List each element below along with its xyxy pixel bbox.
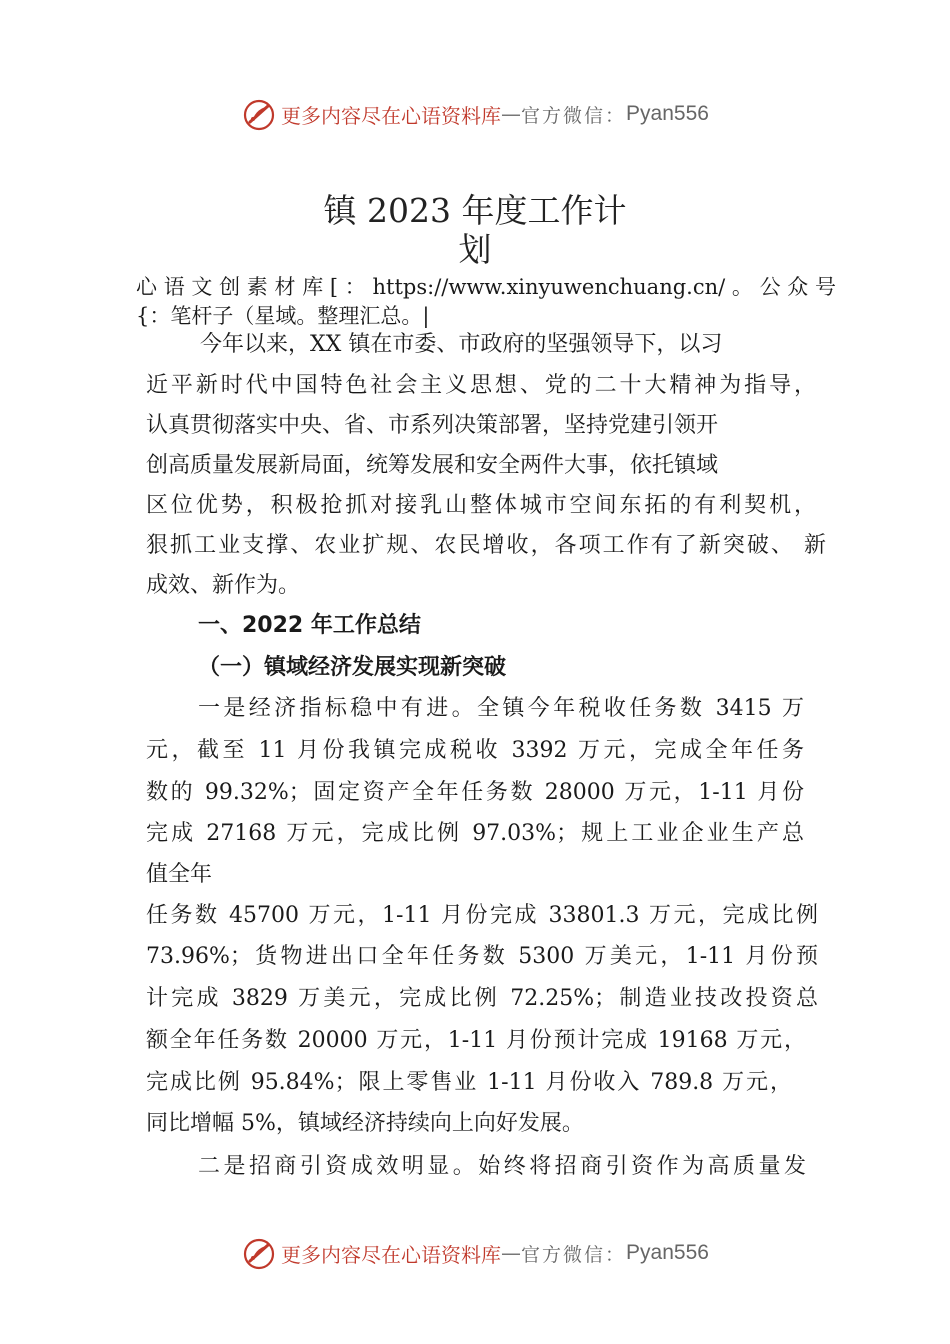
body-line: 元，截至 11 月份我镇完成税收 3392 万元，完成全年任务 — [146, 738, 804, 763]
watermark-banner-bottom — [0, 1233, 950, 1273]
banner-text: 更多内容尽在心语资料库 — [281, 103, 502, 128]
watermark-banner-top — [0, 94, 950, 134]
section-heading: 一、2022 年工作总结 — [198, 613, 421, 638]
body-line: 完成比例 95.84%；限上零售业 1-11 月份收入 789.8 万元， — [146, 1070, 792, 1095]
body-line: 近平新时代中国特色社会主义思想、党的二十大精神为指导， — [146, 373, 816, 398]
brush-logo-icon — [241, 96, 277, 132]
body-line: 数的 99.32%；固定资产全年任务数 28000 万元，1-11 月份 — [146, 780, 804, 805]
source-line-2: {：笔杆子（星域。整理汇总。| — [136, 304, 430, 328]
body-line: 二是招商引资成效明显。始终将招商引资作为高质量发 — [198, 1154, 806, 1179]
body-line: 成效、新作为。 — [146, 573, 301, 598]
body-line: 任务数 45700 万元，1-11 月份完成 33801.3 万元，完成比例 — [146, 903, 818, 928]
banner-separator: — — [501, 102, 522, 126]
body-line: 同比增幅 5%，镇域经济持续向上向好发展。 — [146, 1111, 584, 1136]
banner-wechat-id: Pyan556 — [626, 102, 709, 125]
banner-text: 更多内容尽在心语资料库 — [281, 1242, 502, 1267]
body-line: 73.96%；货物进出口全年任务数 5300 万美元，1-11 月份预 — [146, 944, 818, 969]
body-line: 一是经济指标稳中有进。全镇今年税收任务数 3415 万 — [198, 696, 804, 721]
body-line: 认真贯彻落实中央、省、市系列决策部署，坚持党建引领开 — [146, 413, 719, 438]
source-line-1: 心语文创素材库[：https://www.xinyuwenchuang.cn/。公众号 — [136, 275, 836, 299]
body-line: 值全年 — [146, 862, 213, 887]
banner-separator: — — [501, 1241, 522, 1265]
brush-logo-icon — [241, 1235, 277, 1271]
banner-label: 官方微信： — [521, 1243, 627, 1266]
body-line: 额全年任务数 20000 万元，1-11 月份预计完成 19168 万元， — [146, 1028, 806, 1053]
body-line: 完成 27168 万元，完成比例 97.03%；规上工业企业生产总 — [146, 821, 804, 846]
body-line: 狠抓工业支撑、农业扩规、农民增收，各项工作有了新突破、 新 — [146, 533, 826, 558]
document-title-line1: 镇 2023 年度工作计 — [323, 191, 627, 230]
subsection-heading: （一）镇域经济发展实现新突破 — [198, 654, 507, 680]
body-line: 创高质量发展新局面，统筹发展和安全两件大事，依托镇域 — [146, 453, 719, 478]
body-line: 区位优势，积极抢抓对接乳山整体城市空间东拓的有利契机， — [146, 493, 816, 518]
body-line: 今年以来，XX 镇在市委、市政府的坚强领导下，以习 — [200, 332, 723, 357]
banner-label: 官方微信： — [521, 104, 627, 127]
banner-wechat-id: Pyan556 — [626, 1241, 709, 1264]
body-line: 计完成 3829 万美元，完成比例 72.25%；制造业技改投资总 — [146, 986, 818, 1011]
document-title-line2: 划 — [458, 230, 492, 269]
